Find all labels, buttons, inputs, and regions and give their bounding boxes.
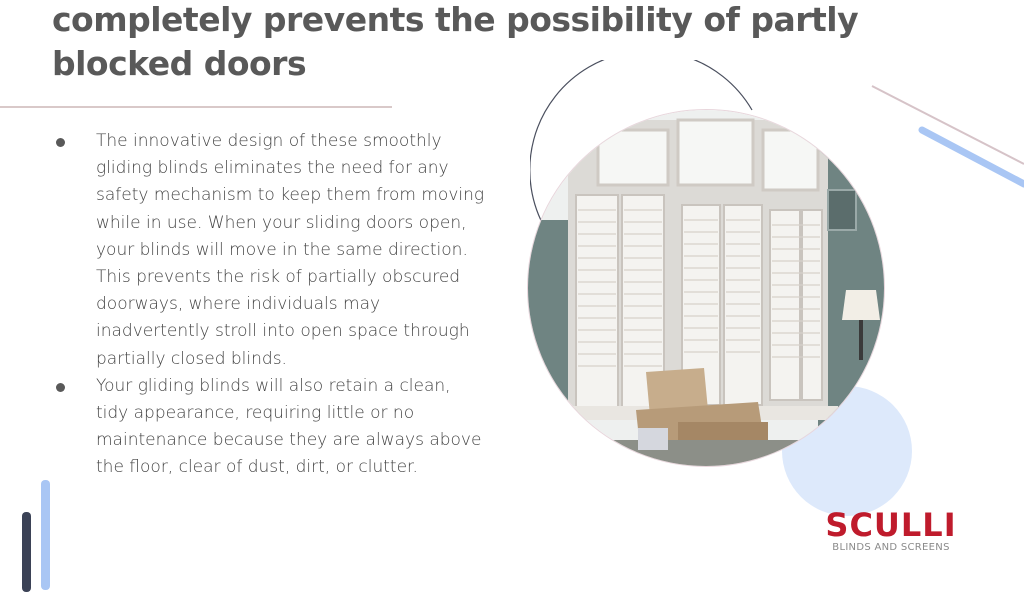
- title-divider: [0, 106, 392, 108]
- decorative-bar-dark: [22, 512, 31, 592]
- bullet-item: [56, 373, 486, 482]
- bullet-dot-icon: [56, 383, 65, 392]
- bullet-text: The innovative design of these smoothly gliding blinds eliminates the need for any safety mechanism to keep them from moving while in use. When your sliding doors open, your blinds will move in the same direction. This prevents the risk of partially obscured doorways, where individuals may inadvertently stroll into open space through partially closed blinds.: [96, 131, 485, 369]
- bullet-dot-icon: [56, 138, 65, 147]
- bullet-item: [56, 128, 486, 373]
- logo-tagline: BLINDS AND SCREENS: [832, 542, 950, 553]
- decorative-diagonal-lines: [860, 80, 1024, 190]
- window-shutters-photo: [527, 109, 885, 467]
- shutters-illustration: [528, 110, 885, 467]
- bullet-text: Your gliding blinds will also retain a clean, tidy appearance, requiring little or no maintenance because they are always above the floor, clear of dust, dirt, or clutter.: [96, 375, 482, 478]
- slide-title: completely prevents the possibility of partly blocked doors: [52, 0, 859, 83]
- logo-wordmark: SCULLI: [825, 506, 957, 544]
- bullet-list: [56, 128, 486, 482]
- decorative-bar-blue: [41, 480, 50, 590]
- company-logo: [808, 508, 974, 554]
